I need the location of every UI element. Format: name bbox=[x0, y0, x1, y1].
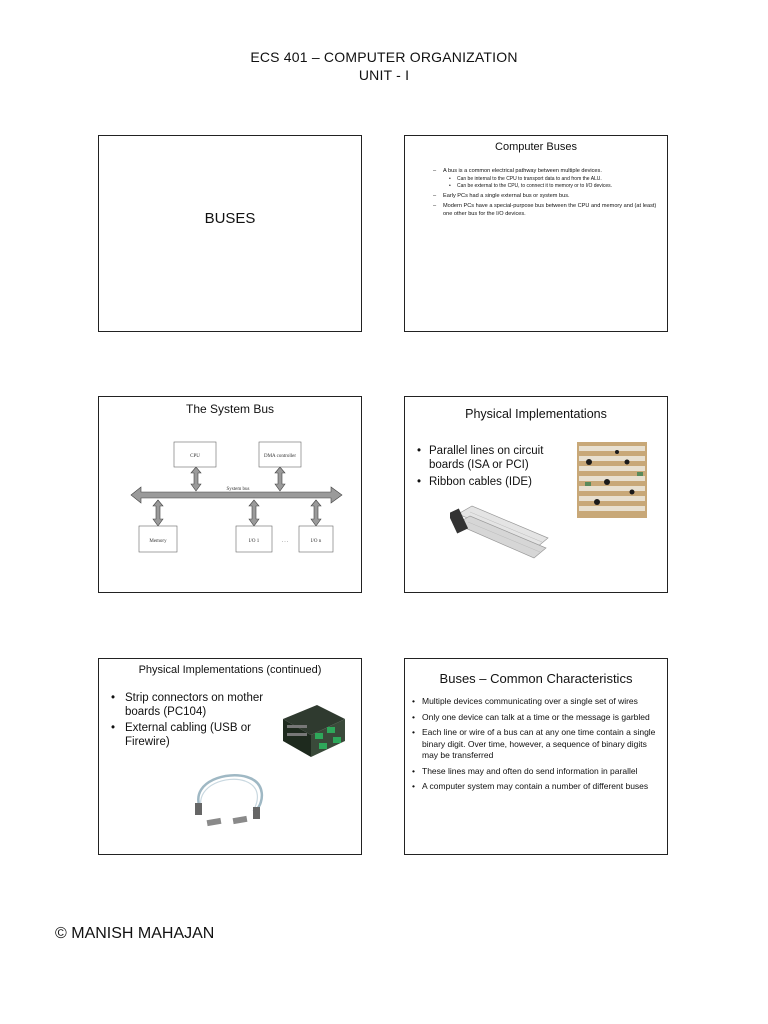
slide-computer-buses bbox=[404, 135, 668, 332]
io1-bus-arrow bbox=[249, 500, 259, 526]
sub-bullet-list bbox=[449, 176, 658, 190]
ion-label: I/O n bbox=[310, 539, 322, 544]
course-title: ECS 401 – COMPUTER ORGANIZATION bbox=[250, 49, 518, 65]
bullet-list bbox=[417, 444, 577, 492]
slide-system-bus bbox=[98, 396, 362, 593]
memory-label: Memory bbox=[149, 539, 167, 544]
list-item: • External cabling (USB or Firewire) bbox=[111, 721, 276, 749]
circuit-board-photo bbox=[577, 442, 647, 518]
list-item: • Ribbon cables (IDE) bbox=[417, 475, 577, 489]
slide-title: Physical Implementations bbox=[465, 407, 607, 421]
list-item: • Strip connectors on mother boards (PC104) bbox=[111, 691, 276, 719]
io1-label: I/O 1 bbox=[248, 539, 260, 544]
memory-bus-arrow bbox=[153, 500, 163, 526]
cpu-bus-arrow bbox=[191, 467, 201, 491]
slide-title: Buses – Common Characteristics bbox=[439, 671, 633, 686]
slide-title: Physical Implementations (continued) bbox=[138, 664, 322, 676]
slide-title: BUSES bbox=[204, 210, 256, 227]
ion-bus-arrow bbox=[311, 500, 321, 526]
list-item: • Multiple devices communicating over a single set of wires bbox=[412, 696, 662, 708]
cpu-label: CPU bbox=[190, 454, 200, 459]
dma-label: DMA controller bbox=[263, 454, 297, 459]
slide-title: Computer Buses bbox=[495, 141, 577, 153]
list-item: • These lines may and often do send information in parallel bbox=[412, 766, 662, 778]
list-item: • Can be internal to the CPU to transport data to and from the ALU. bbox=[449, 176, 658, 183]
slide-physical-implementations-continued bbox=[98, 658, 362, 855]
copyright-footer: © MANISH MAHAJAN bbox=[55, 925, 215, 942]
ellipsis: . . . bbox=[281, 539, 289, 544]
usb-cable-photo bbox=[187, 767, 277, 829]
bus-label: System bus bbox=[226, 487, 250, 492]
list-item: • Each line or wire of a bus can at any one time contain a single binary digit. Over time, however, a sequence of binary digits may be transferred bbox=[412, 727, 662, 762]
list-item: • A computer system may contain a number of different buses bbox=[412, 781, 662, 793]
bullet-text: A bus is a common electrical pathway between multiple devices. bbox=[443, 168, 602, 174]
list-item: – Modern PCs have a special-purpose bus between the CPU and memory and (at least) one other bus for the I/O devices. bbox=[433, 202, 658, 218]
slide-buses bbox=[98, 135, 362, 332]
bullet-list bbox=[412, 696, 662, 797]
bullet-list bbox=[433, 167, 658, 220]
slide-physical-implementations bbox=[404, 396, 668, 593]
system-bus-diagram bbox=[99, 397, 362, 593]
list-item: • Parallel lines on circuit boards (ISA or PCI) bbox=[417, 444, 577, 472]
slide-common-characteristics bbox=[404, 658, 668, 855]
bullet-list bbox=[111, 691, 276, 751]
unit-title: UNIT - I bbox=[358, 67, 410, 83]
slide-title: The System Bus bbox=[185, 402, 275, 416]
list-item bbox=[433, 167, 658, 190]
document-header bbox=[0, 48, 768, 84]
dma-bus-arrow bbox=[275, 467, 285, 491]
list-item: • Can be external to the CPU, to connect it to memory or to I/O devices. bbox=[449, 183, 658, 190]
pc104-board-photo bbox=[277, 699, 349, 761]
list-item: – Early PCs had a single external bus or system bus. bbox=[433, 192, 658, 200]
ribbon-cable-photo bbox=[450, 502, 555, 562]
list-item: • Only one device can talk at a time or the message is garbled bbox=[412, 712, 662, 724]
